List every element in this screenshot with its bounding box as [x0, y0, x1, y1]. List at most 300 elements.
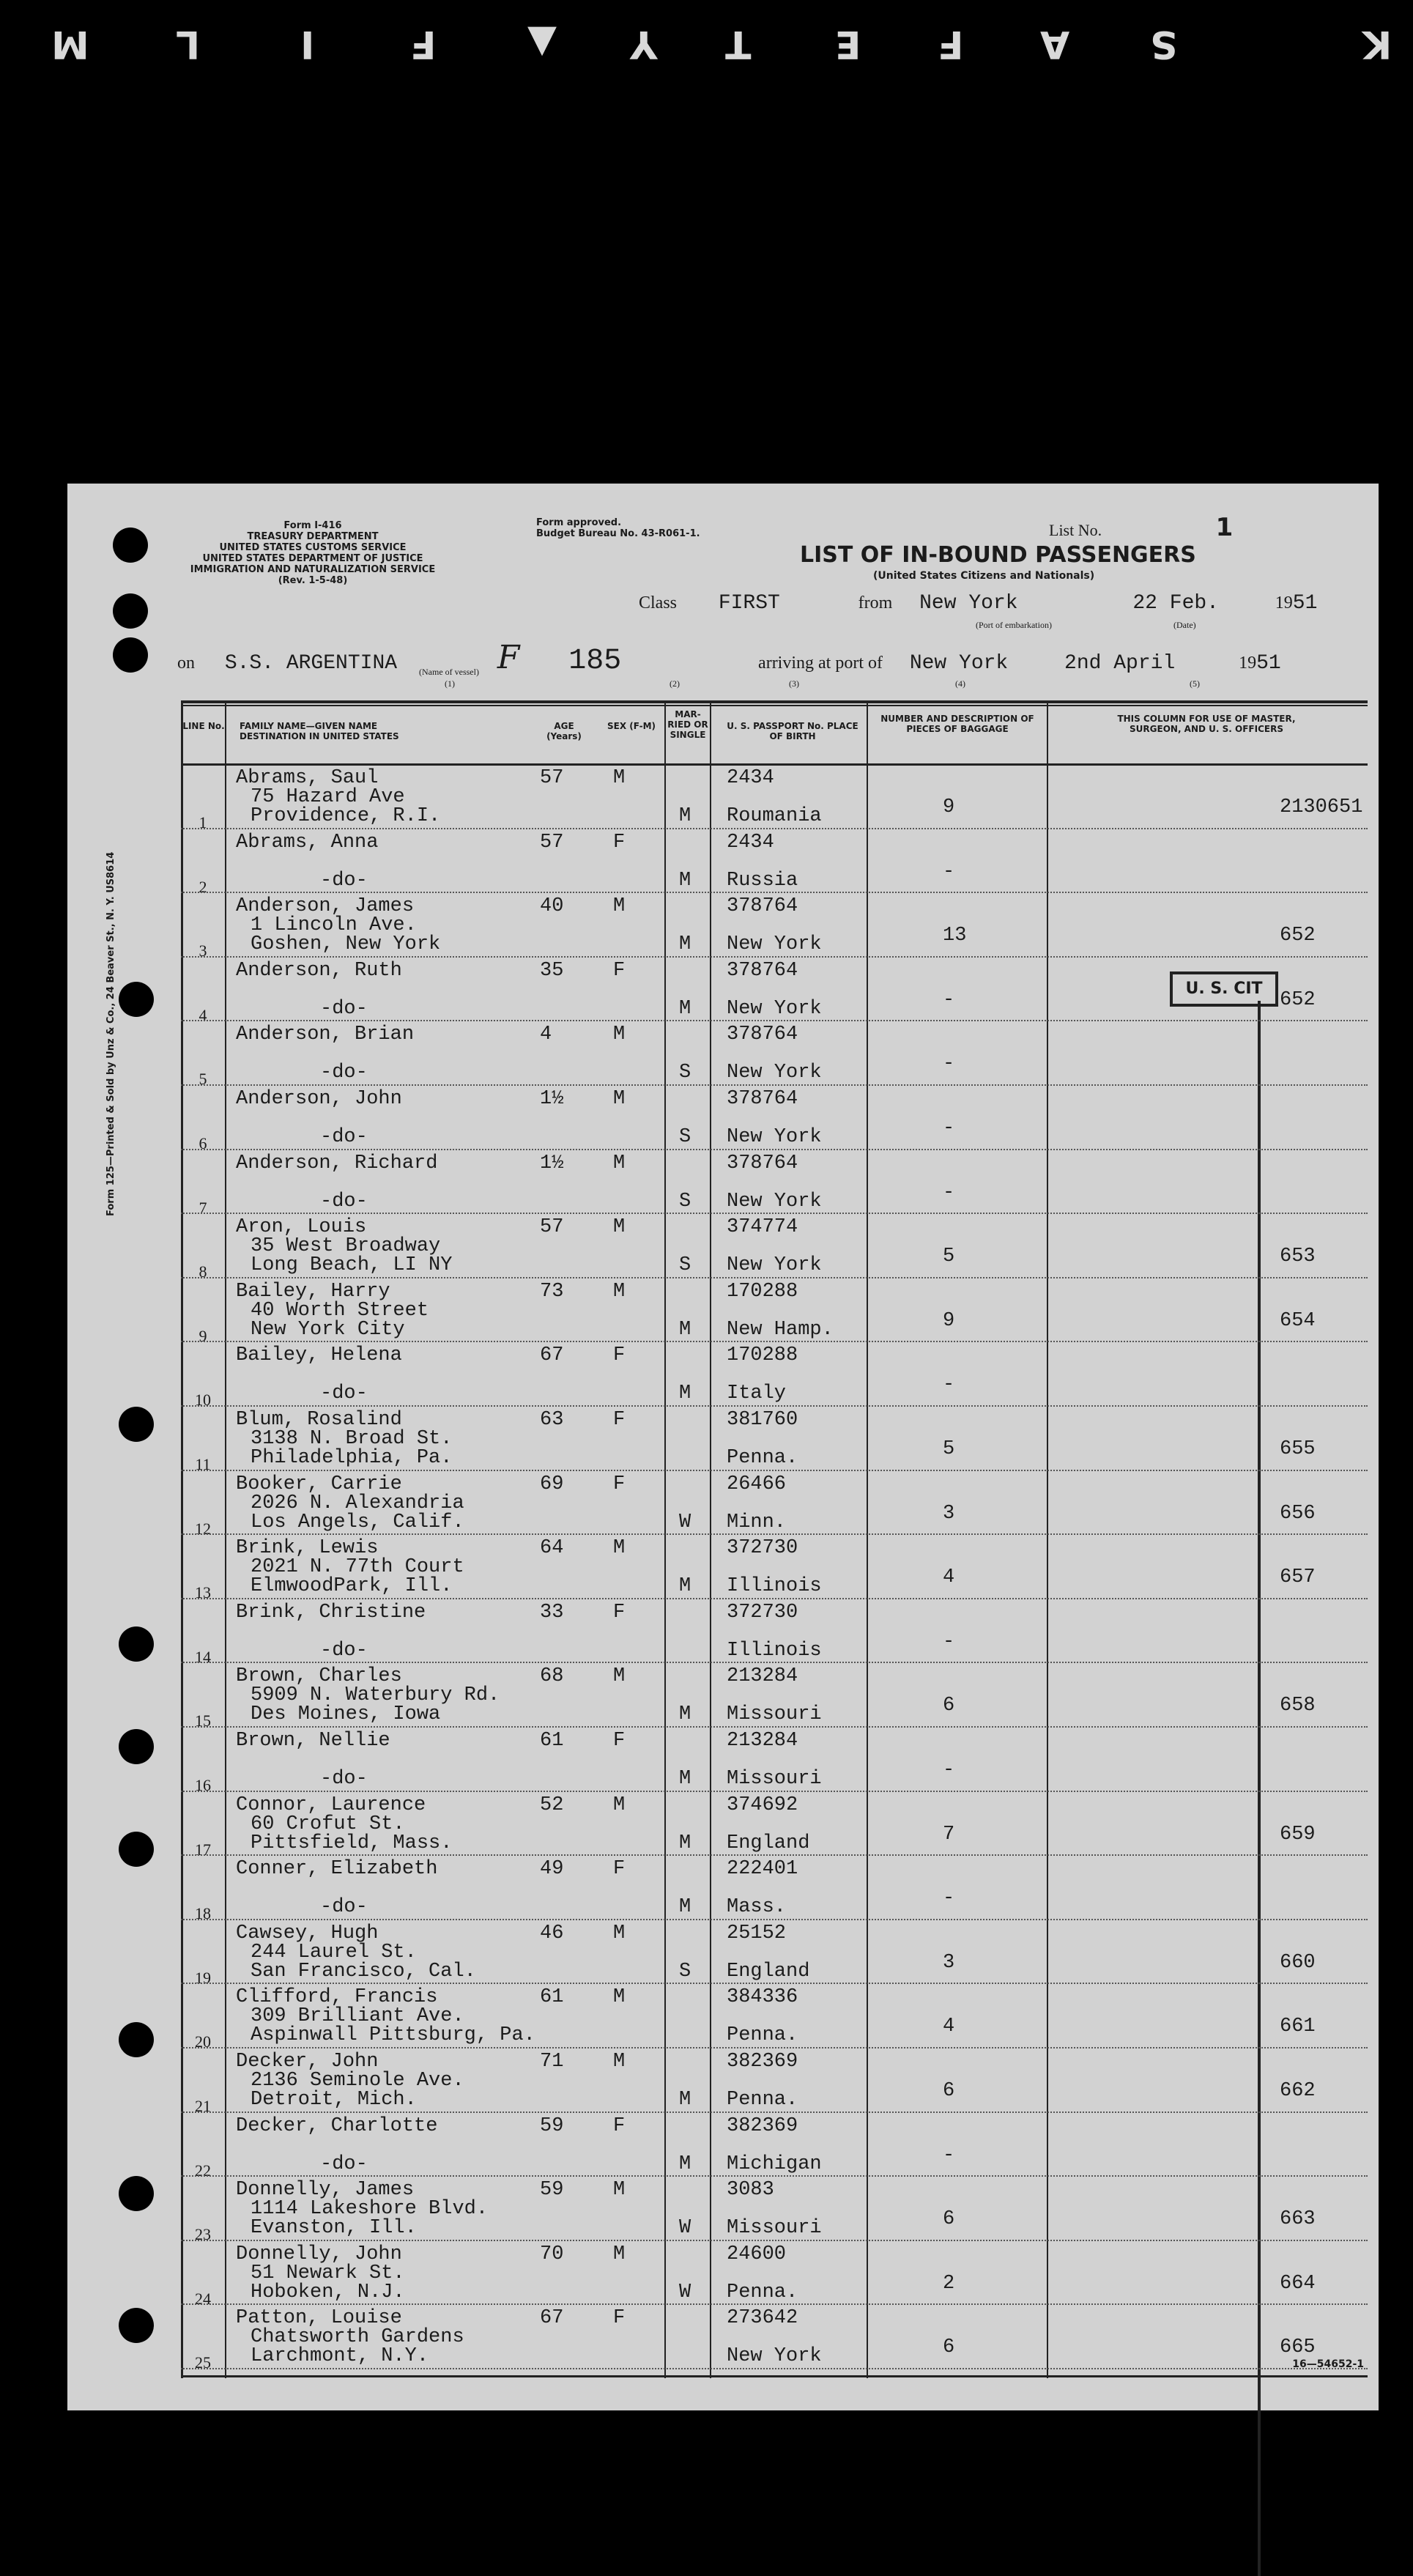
film-edge-text	[0, 22, 1413, 88]
passenger-age: 40	[540, 895, 564, 918]
line-number: 24	[195, 2289, 211, 2308]
row-divider	[181, 1213, 1368, 1214]
passenger-sex: M	[613, 1152, 626, 1174]
passenger-sex: M	[613, 767, 626, 789]
baggage-count: -	[943, 988, 955, 1011]
baggage-count: -	[943, 1117, 955, 1139]
passenger-age: 70	[540, 2243, 564, 2265]
passport-number: 170288	[727, 1344, 798, 1367]
row-divider	[181, 828, 1368, 829]
passenger-sex: F	[613, 1409, 626, 1431]
passenger-name: Brink, Christine	[236, 1601, 426, 1624]
passenger-sex: F	[613, 959, 626, 982]
passenger-age: 69	[540, 1473, 564, 1495]
table-top-rule	[181, 700, 1368, 703]
place-of-birth: Russia	[727, 869, 798, 892]
baggage-count: 6	[943, 1695, 955, 1717]
row-divider	[181, 2368, 1368, 2369]
officer-note: 655	[1280, 1438, 1316, 1460]
vessel-number: 185	[568, 645, 622, 678]
list-number	[1049, 513, 1233, 542]
place-of-birth: New Hamp.	[727, 1318, 834, 1341]
passport-number: 384336	[727, 1986, 798, 2009]
officer-note: 652	[1280, 925, 1316, 947]
address-line-1: 2021 N. 77th Court	[251, 1556, 464, 1579]
passenger-age: 57	[540, 831, 564, 854]
address-line-1: 40 Worth Street	[251, 1299, 429, 1322]
col-index-1: (1)	[445, 678, 455, 689]
film-letter: Y	[630, 22, 658, 66]
baggage-count: -	[943, 1181, 955, 1204]
film-letter: M	[51, 22, 89, 66]
marital-status: M	[679, 1318, 691, 1341]
line-number: 12	[195, 1519, 211, 1538]
passenger-sex: M	[613, 1216, 626, 1239]
passenger-name: Anderson, Brian	[236, 1024, 415, 1046]
row-divider	[181, 2240, 1368, 2241]
officer-note: 652	[1280, 988, 1316, 1011]
passenger-age: 35	[540, 959, 564, 982]
passenger-age: 73	[540, 1280, 564, 1303]
punch-hole	[119, 2308, 154, 2343]
treasury-label: TREASURY DEPARTMENT	[247, 531, 379, 542]
passenger-sex: F	[613, 2307, 626, 2330]
row-divider	[181, 1726, 1368, 1728]
passport-number: 378764	[727, 1088, 798, 1110]
table-top-rule	[181, 705, 1368, 706]
passenger-name: Bailey, Helena	[236, 1344, 402, 1367]
row-divider	[181, 1983, 1368, 1984]
line-number: 19	[195, 1968, 211, 1987]
punch-hole	[119, 2022, 154, 2057]
punch-hole	[113, 637, 148, 673]
passenger-age: 1½	[540, 1088, 564, 1110]
passenger-age: 33	[540, 1601, 564, 1624]
punch-hole	[119, 982, 154, 1017]
address-line-1: 75 Hazard Ave	[251, 786, 405, 808]
line-number: 16	[195, 1776, 211, 1794]
punch-hole	[119, 1729, 154, 1764]
row-divider	[181, 2047, 1368, 2048]
printer-imprint: Form 125—Printed & Sold by Unz & Co., 24 Beaver St., N. Y. US8614	[105, 851, 116, 1216]
officer-note: 664	[1280, 2272, 1316, 2295]
row-divider	[181, 1341, 1368, 1342]
place-of-birth: New York	[727, 2345, 822, 2368]
passenger-name: Anderson, James	[236, 895, 415, 918]
place-of-birth: New York	[727, 997, 822, 1020]
class-line	[639, 592, 1317, 615]
line-number: 17	[195, 1840, 211, 1859]
marital-status: M	[679, 1768, 691, 1790]
place-of-birth: Missouri	[727, 1768, 822, 1790]
baggage-count: 6	[943, 2336, 955, 2359]
row-divider	[181, 1405, 1368, 1407]
passport-number: 372730	[727, 1601, 798, 1624]
punch-hole	[119, 1626, 154, 1662]
col-header-married: MAR-RIED OR SINGLE	[667, 709, 708, 740]
passenger-sex: F	[613, 1601, 626, 1624]
passport-number: 170288	[727, 1280, 798, 1303]
baggage-count: 3	[943, 1502, 955, 1525]
baggage-count: 13	[943, 925, 967, 947]
passenger-sex: M	[613, 1794, 626, 1816]
passenger-sex: M	[613, 2051, 626, 2073]
passenger-age: 59	[540, 2114, 564, 2137]
baggage-count: 4	[943, 2016, 955, 2038]
baggage-count: 9	[943, 1309, 955, 1332]
passenger-sex: M	[613, 2179, 626, 2202]
passenger-name: Anderson, John	[236, 1088, 402, 1110]
embark-date: 22 Feb.	[1132, 592, 1219, 615]
passenger-age: 61	[540, 1730, 564, 1752]
passenger-name: Brown, Charles	[236, 1665, 402, 1688]
officer-note: 662	[1280, 2080, 1316, 2102]
passenger-age: 52	[540, 1794, 564, 1816]
officer-note: 654	[1280, 1309, 1316, 1332]
line-number: 11	[195, 1455, 211, 1473]
manifest-page	[67, 484, 1379, 2410]
film-letter: S	[1150, 22, 1178, 66]
officer-note: 660	[1280, 1951, 1316, 1974]
address-line-1: 1114 Lakeshore Blvd.	[251, 2198, 489, 2221]
passenger-name: Abrams, Anna	[236, 831, 379, 854]
passenger-name: Anderson, Ruth	[236, 959, 402, 982]
baggage-count: 9	[943, 796, 955, 818]
marital-status: S	[679, 1960, 691, 1983]
col-index-5: (5)	[1190, 678, 1200, 689]
list-no-value: 1	[1215, 513, 1234, 542]
marital-status: M	[679, 1383, 691, 1405]
marital-status: M	[679, 1575, 691, 1598]
place-of-birth: New York	[727, 1062, 822, 1084]
officer-note: 2130651	[1280, 796, 1363, 818]
officer-note: 656	[1280, 1502, 1316, 1525]
passenger-age: 57	[540, 767, 564, 789]
passport-number: 26466	[727, 1473, 787, 1495]
passenger-sex: F	[613, 1473, 626, 1495]
port-embark-note: (Port of embarkation)	[976, 620, 1052, 630]
vessel-note: (Name of vessel)	[419, 667, 479, 677]
address-line-2: -do-	[320, 1768, 368, 1790]
passenger-sex: M	[613, 1922, 626, 1944]
line-number: 8	[199, 1262, 207, 1281]
place-of-birth: Minn.	[727, 1511, 787, 1533]
passenger-age: 71	[540, 2051, 564, 2073]
col-rule	[867, 700, 868, 2378]
row-divider	[181, 1020, 1368, 1021]
page-title: LIST OF IN-BOUND PASSENGERS	[800, 542, 1196, 568]
passport-number: 378764	[727, 895, 798, 918]
marital-status: S	[679, 1190, 691, 1213]
passport-number: 382369	[727, 2114, 798, 2137]
address-line-1: 35 West Broadway	[251, 1235, 441, 1258]
marital-status: S	[679, 1254, 691, 1277]
footer-code: 16—54652-1	[1292, 2358, 1364, 2370]
film-letter: L	[176, 22, 201, 66]
place-of-birth: England	[727, 1960, 810, 1983]
passport-number: 222401	[727, 1858, 798, 1881]
punch-hole	[113, 593, 148, 629]
passenger-table	[181, 700, 1368, 2378]
address-line-2: Long Beach, LI NY	[251, 1254, 453, 1277]
passenger-sex: F	[613, 831, 626, 854]
film-letter: F	[938, 22, 964, 66]
marital-status: M	[679, 1896, 691, 1919]
agency-header	[177, 520, 448, 586]
passenger-age: 61	[540, 1986, 564, 2009]
film-letter: I	[300, 22, 315, 66]
film-letter: K	[1362, 22, 1392, 66]
passport-number: 2434	[727, 831, 774, 854]
address-line-1: 3138 N. Broad St.	[251, 1428, 453, 1450]
row-divider	[181, 1084, 1368, 1086]
passenger-name: Anderson, Richard	[236, 1152, 438, 1174]
address-line-1: Chatsworth Gardens	[251, 2326, 464, 2349]
punch-hole	[119, 1407, 154, 1442]
line-number: 10	[195, 1391, 211, 1410]
row-divider	[181, 2303, 1368, 2305]
officer-note: 663	[1280, 2208, 1316, 2231]
passenger-sex: M	[613, 1024, 626, 1046]
punch-hole	[113, 528, 148, 563]
film-letter: A	[1040, 22, 1070, 66]
passport-number: 374774	[727, 1216, 798, 1239]
vessel-name: S.S. ARGENTINA	[224, 652, 398, 675]
row-divider	[181, 1854, 1368, 1856]
officer-note: 665	[1280, 2336, 1316, 2359]
officer-note: 659	[1280, 1823, 1316, 1846]
officer-note: 658	[1280, 1695, 1316, 1717]
address-line-2: Los Angels, Calif.	[251, 1511, 464, 1533]
address-line-2: -do-	[320, 869, 368, 892]
address-line-1: 244 Laurel St.	[251, 1941, 417, 1964]
place-of-birth: Italy	[727, 1383, 787, 1405]
passenger-sex: F	[613, 2114, 626, 2137]
officer-note: 657	[1280, 1566, 1316, 1589]
punch-hole	[119, 2176, 154, 2211]
place-of-birth: Missouri	[727, 1703, 822, 1726]
passport-number: 382369	[727, 2051, 798, 2073]
address-line-2: Philadelphia, Pa.	[251, 1447, 453, 1469]
passport-number: 213284	[727, 1665, 798, 1688]
passenger-name: Decker, Charlotte	[236, 2114, 438, 2137]
passenger-sex: F	[613, 1730, 626, 1752]
col-header-passport: U. S. PASSPORT No. PLACE OF BIRTH	[727, 721, 858, 741]
passenger-name: Patton, Louise	[236, 2307, 402, 2330]
place-of-birth: Penna.	[727, 2089, 798, 2111]
address-line-2: Goshen, New York	[251, 933, 441, 956]
address-line-1: 309 Brilliant Ave.	[251, 2005, 464, 2028]
passport-number: 273642	[727, 2307, 798, 2330]
col-header-line-no: LINE No.	[182, 721, 225, 731]
from-value: New York	[919, 592, 1018, 615]
baggage-count: -	[943, 1759, 955, 1781]
passport-number: 378764	[727, 959, 798, 982]
line-number: 4	[199, 1005, 207, 1024]
passport-number: 372730	[727, 1537, 798, 1560]
line-number: 1	[199, 813, 207, 832]
address-line-2: Evanston, Ill.	[251, 2217, 417, 2240]
baggage-count: 5	[943, 1246, 955, 1268]
line-number: 13	[195, 1583, 211, 1602]
list-no-label: List No.	[1049, 521, 1102, 539]
address-line-1: 2136 Seminole Ave.	[251, 2070, 464, 2092]
header-rule	[181, 763, 1368, 766]
table-bottom-rule	[181, 2375, 1368, 2377]
passenger-name: Donnelly, James	[236, 2179, 415, 2202]
col-index-4: (4)	[955, 678, 965, 689]
date-note: (Date)	[1173, 620, 1196, 630]
marital-status: M	[679, 2089, 691, 2111]
address-line-2: -do-	[320, 1062, 368, 1084]
line-number: 23	[195, 2225, 211, 2244]
passport-number: 374692	[727, 1794, 798, 1816]
justice-label: UNITED STATES DEPARTMENT OF JUSTICE	[202, 553, 423, 564]
vessel-handwritten: F	[497, 639, 520, 676]
place-of-birth: Roumania	[727, 805, 822, 827]
place-of-birth: New York	[727, 1190, 822, 1213]
year-prefix: 19	[1275, 593, 1293, 612]
baggage-count: -	[943, 1887, 955, 1910]
address-line-2: Larchmont, N.Y.	[251, 2345, 429, 2368]
passenger-sex: M	[613, 1088, 626, 1110]
line-number: 25	[195, 2353, 211, 2372]
marital-status: S	[679, 1062, 691, 1084]
passenger-sex: M	[613, 2243, 626, 2265]
customs-label: UNITED STATES CUSTOMS SERVICE	[219, 542, 407, 553]
address-line-2: Aspinwall Pittsburg, Pa.	[251, 2024, 535, 2047]
baggage-count: 3	[943, 1951, 955, 1974]
row-divider	[181, 1277, 1368, 1278]
line-number: 20	[195, 2032, 211, 2051]
col-header-name: FAMILY NAME—GIVEN NAME DESTINATION IN UNITED STATES	[240, 721, 399, 741]
address-line-1: 2026 N. Alexandria	[251, 1492, 464, 1514]
passenger-age: 57	[540, 1216, 564, 1239]
passenger-sex: F	[613, 1344, 626, 1367]
baggage-count: -	[943, 1053, 955, 1076]
handwritten-rule	[1258, 1001, 1261, 2576]
arrival-port: New York	[909, 652, 1009, 675]
row-divider	[181, 2111, 1368, 2113]
vessel-line	[177, 639, 1281, 678]
place-of-birth: Penna.	[727, 2024, 798, 2047]
form-approval	[536, 517, 700, 539]
officer-note: 653	[1280, 1246, 1316, 1268]
place-of-birth: Penna.	[727, 1447, 798, 1469]
class-value: FIRST	[718, 592, 780, 615]
passenger-sex: F	[613, 1858, 626, 1881]
passport-number: 25152	[727, 1922, 787, 1944]
marital-status: M	[679, 997, 691, 1020]
col-header-age: AGE (Years)	[546, 721, 582, 741]
col-rule	[1047, 700, 1048, 2378]
row-divider	[181, 1598, 1368, 1599]
place-of-birth: New York	[727, 1126, 822, 1148]
baggage-count: 7	[943, 1823, 955, 1846]
passenger-sex: M	[613, 895, 626, 918]
film-letter: E	[835, 22, 861, 66]
row-divider	[181, 1470, 1368, 1471]
marital-status: S	[679, 1126, 691, 1148]
passenger-age: 4	[540, 1024, 552, 1046]
passenger-name: Conner, Elizabeth	[236, 1858, 438, 1881]
col-rule	[225, 700, 226, 2378]
baggage-count: -	[943, 2144, 955, 2166]
col-rule	[664, 700, 666, 2378]
film-letter: F	[410, 22, 437, 66]
passport-number: 378764	[727, 1152, 798, 1174]
baggage-count: 5	[943, 1438, 955, 1460]
marital-status: M	[679, 869, 691, 892]
address-line-2: ElmwoodPark, Ill.	[251, 1575, 453, 1598]
class-label: Class	[639, 593, 678, 612]
col-header-officers: THIS COLUMN FOR USE OF MASTER, SURGEON, AND U. S. OFFICERS	[1117, 714, 1296, 734]
passport-number: 24600	[727, 2243, 787, 2265]
passenger-name: Connor, Laurence	[236, 1794, 426, 1816]
passport-number: 378764	[727, 1024, 798, 1046]
passenger-name: Aron, Louis	[236, 1216, 367, 1239]
row-divider	[181, 956, 1368, 958]
passenger-age: 68	[540, 1665, 564, 1688]
place-of-birth: New York	[727, 1254, 822, 1277]
baggage-count: 4	[943, 1566, 955, 1589]
col-header-sex: SEX (F-M)	[607, 721, 656, 731]
arrival-year: 51	[1256, 652, 1281, 675]
col-header-baggage: NUMBER AND DESCRIPTION OF PIECES OF BAGGAGE	[880, 714, 1034, 734]
passenger-name: Abrams, Saul	[236, 767, 379, 789]
place-of-birth: Illinois	[727, 1639, 822, 1662]
place-of-birth: Penna.	[727, 2281, 798, 2303]
passenger-age: 46	[540, 1922, 564, 1944]
marital-status: M	[679, 2153, 691, 2175]
place-of-birth: Illinois	[727, 1575, 822, 1598]
passenger-age: 49	[540, 1858, 564, 1881]
passenger-sex: M	[613, 1665, 626, 1688]
ins-label: IMMIGRATION AND NATURALIZATION SERVICE	[190, 564, 436, 575]
passenger-age: 67	[540, 1344, 564, 1367]
address-line-2: Des Moines, Iowa	[251, 1703, 441, 1726]
address-line-2: -do-	[320, 1383, 368, 1405]
col-rule	[181, 700, 183, 2378]
line-number: 9	[199, 1326, 207, 1345]
passenger-name: Brown, Nellie	[236, 1730, 390, 1752]
marital-status: M	[679, 805, 691, 827]
passenger-name: Blum, Rosalind	[236, 1409, 402, 1431]
passenger-age: 1½	[540, 1152, 564, 1174]
line-number: 7	[199, 1198, 207, 1217]
passenger-name: Clifford, Francis	[236, 1986, 438, 2009]
film-letter: ▲	[527, 22, 557, 66]
film-letter: T	[725, 22, 752, 66]
address-line-1: 5909 N. Waterbury Rd.	[251, 1684, 500, 1707]
form-number: Form I-416	[283, 520, 342, 531]
baggage-count: 2	[943, 2272, 955, 2295]
line-number: 2	[199, 877, 207, 896]
baggage-count: -	[943, 1630, 955, 1653]
line-number: 6	[199, 1134, 207, 1152]
page-subtitle: (United States Citizens and Nationals)	[873, 570, 1095, 582]
row-divider	[181, 1791, 1368, 1792]
passenger-sex: M	[613, 1280, 626, 1303]
passenger-name: Bailey, Harry	[236, 1280, 390, 1303]
address-line-2: -do-	[320, 1126, 368, 1148]
marital-status: W	[679, 1511, 691, 1533]
address-line-2: Hoboken, N.J.	[251, 2281, 405, 2303]
passenger-name: Cawsey, Hugh	[236, 1922, 379, 1944]
arriving-label: arriving at port of	[758, 654, 883, 673]
row-divider	[181, 1919, 1368, 1920]
place-of-birth: Missouri	[727, 2217, 822, 2240]
